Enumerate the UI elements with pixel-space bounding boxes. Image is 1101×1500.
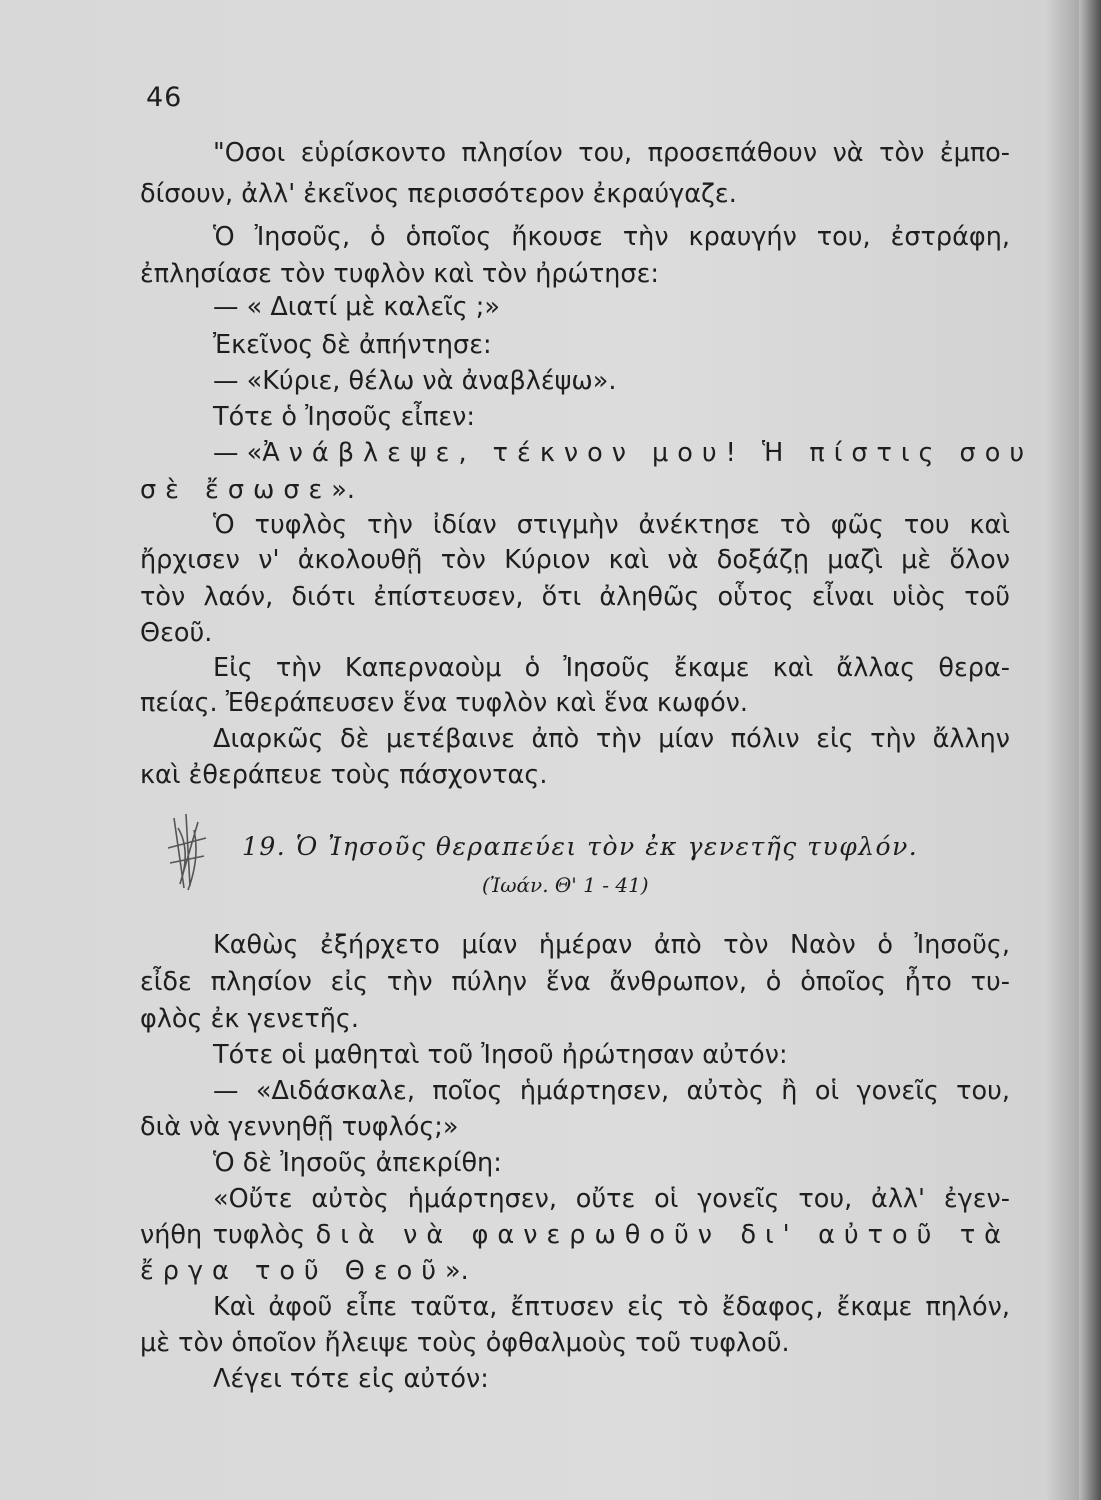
- spaced-emphasis: Ἀνάβλεψε, τέκνον μου! Ἡ πίστις σου: [262, 438, 1034, 468]
- para5-line1: Διαρκῶς δὲ μετέβαινε ἀπὸ τὴν μίαν πόλιν εἰς τὴν ἄλλην: [213, 724, 1010, 754]
- para3-line3: τὸν λαόν, διότι ἐπίστευσεν, ὅτι ἀληθῶς οὗτος εἶναι υἱὸς τοῦ: [140, 582, 1010, 612]
- spaced-emphasis: ἔργα τοῦ Θεοῦ: [140, 1256, 446, 1286]
- binding-edge-shadow: [1079, 0, 1101, 1500]
- dialogue-answer: — «Κύριε, θέλω νὰ ἀναβλέψω».: [213, 366, 617, 396]
- para1-line2: δίσουν, ἀλλ' ἐκεῖνος περισσότερον ἐκραύγαζε.: [140, 179, 737, 209]
- para7-line2: — «Διδάσκαλε, ποῖος ἡμάρτησεν, αὐτὸς ἢ οἱ γονεῖς του,: [213, 1076, 1010, 1106]
- para7-line1: Τότε οἱ μαθηταὶ τοῦ Ἰησοῦ ἠρώτησαν αὐτόν:: [213, 1040, 788, 1070]
- dialogue-question: — « Διατί μὲ καλεῖς ;»: [213, 292, 500, 322]
- para7-line4: Ὁ δὲ Ἰησοῦς ἀπεκρίθη:: [213, 1148, 502, 1178]
- section-reference: (Ἰωάν. Θ' 1 - 41): [482, 873, 649, 897]
- para3-line2: ἤρχισεν ν' ἀκολουθῇ τὸν Κύριον καὶ νὰ δοξάζῃ μαζὶ μὲ ὅλον: [140, 545, 1010, 575]
- dash-quote: — «: [213, 438, 263, 468]
- para9-line1: Καὶ ἀφοῦ εἶπε ταῦτα, ἔπτυσεν εἰς τὸ ἔδαφος, ἔκαμε πηλόν,: [213, 1292, 1010, 1322]
- quote-end: ».: [331, 475, 356, 505]
- para4-line1: Εἰς τὴν Καπερναοὺμ ὁ Ἰησοῦς ἔκαμε καὶ ἄλλας θερα-: [213, 653, 1010, 683]
- para2-line2: ἐπλησίασε τὸν τυφλὸν καὶ τὸν ἠρώτησε:: [140, 259, 659, 289]
- dialogue-answer2-line2: [140, 473, 1010, 507]
- para6-line3: φλὸς ἐκ γενετῆς.: [140, 1004, 359, 1034]
- section-number: 19.: [242, 832, 287, 861]
- page-number: 46: [146, 82, 183, 113]
- para6-line2: εἶδε πλησίον εἰς τὴν πύλην ἕνα ἄνθρωπον, ὁ ὁποῖος ἦτο τυ-: [140, 967, 1010, 997]
- spaced-emphasis: διὰ νὰ φανερωθοῦν δι' αὐτοῦ τὰ: [315, 1220, 1010, 1250]
- para4-line2: πείας. Ἐθεράπευσεν ἕνα τυφλὸν καὶ ἕνα κωφόν.: [140, 688, 749, 718]
- dialogue-answer2-line1: [213, 436, 1034, 470]
- para6-line1: Καθὼς ἐξήρχετο μίαν ἡμέραν ἀπὸ τὸν Ναὸν ὁ Ἰησοῦς,: [213, 930, 1010, 960]
- para9-line2: μὲ τὸν ὁποῖον ἤλειψε τοὺς ὀφθαλμοὺς τοῦ τυφλοῦ.: [140, 1328, 790, 1358]
- dialogue-intro: Ἐκεῖνος δὲ ἀπήντησε:: [213, 330, 492, 360]
- section-heading: [242, 832, 918, 861]
- para8-line3: [140, 1254, 1010, 1288]
- dialogue-intro2: Τότε ὁ Ἰησοῦς εἶπεν:: [213, 402, 475, 432]
- para9-line3: Λέγει τότε εἰς αὐτόν:: [213, 1364, 489, 1394]
- para8-line1: «Οὔτε αὐτὸς ἡμάρτησεν, οὔτε οἱ γονεῖς του, ἀλλ' ἐγεν-: [213, 1184, 1010, 1214]
- para7-line3: διὰ νὰ γεννηθῇ τυφλός;»: [140, 1112, 459, 1142]
- section-title: Ὁ Ἰησοῦς θεραπεύει τὸν ἐκ γενετῆς τυφλόν.: [295, 832, 919, 861]
- quote-end: ».: [445, 1256, 469, 1286]
- handwritten-mark: [160, 808, 216, 894]
- para2-line1: Ὁ Ἰησοῦς, ὁ ὁποῖος ἤκουσε τὴν κραυγήν του, ἐστράφη,: [213, 222, 1010, 252]
- plain-text: νήθη τυφλὸς: [140, 1220, 306, 1250]
- spaced-emphasis: σὲ ἔσωσε: [140, 475, 332, 505]
- para8-line2: [140, 1218, 1010, 1252]
- para5-line2: καὶ ἐθεράπευε τοὺς πάσχοντας.: [140, 760, 548, 790]
- para3-line4: Θεοῦ.: [140, 618, 213, 648]
- para3-line1: Ὁ τυφλὸς τὴν ἰδίαν στιγμὴν ἀνέκτησε τὸ φῶς του καὶ: [213, 510, 1010, 540]
- para1-line1: "Οσοι εὑρίσκοντο πλησίον του, προσεπάθουν νὰ τὸν ἐμπο-: [213, 138, 1010, 168]
